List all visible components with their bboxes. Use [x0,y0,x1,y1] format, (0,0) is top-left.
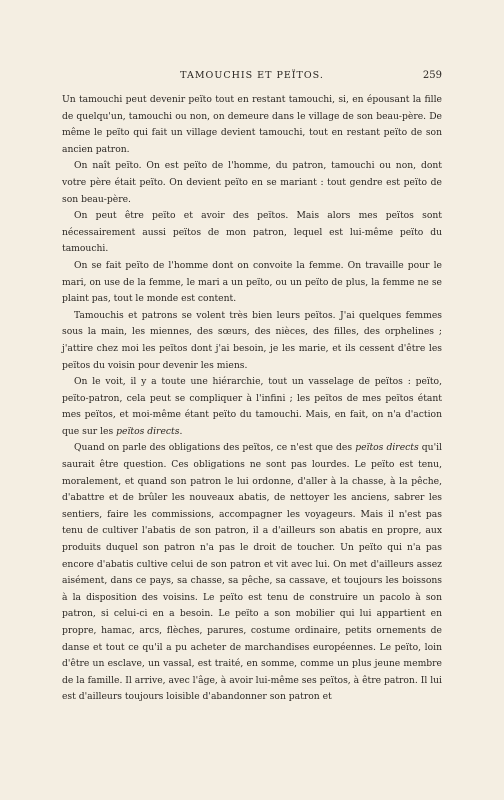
paragraph-4: On se fait peïto de l'homme dont on convoite la femme. On travaille pour le mari, on use de la femme, le mari a un peïto, ou un peïto de plus, la femme ne se plaint pas, tout le monde est content. [62,259,442,305]
page-number: 259 [422,70,442,81]
paragraph-6-end: . [179,425,183,437]
paragraph-1: Un tamouchi peut devenir peïto tout en restant tamouchi, si, en épousant la fille de quelqu'un, tamouchi ou non, on demeure dans le village de son beau-père. De même le peïto qui fait un village devient tamouchi, tout en restant peïto de son ancien patron. [62,94,442,155]
paragraph-2: On naît peïto. On est peïto de l'homme, du patron, tamouchi ou non, dont votre père était peïto. On devient peïto en se mariant : tout gendre est peïto de son beau-père. [62,160,442,205]
paragraph-7-rest: qu'il saurait être question. Ces obligations ne sont pas lourdes. Le peïto est tenu, moralement, et quand son patron le lui ordonne, d'aller à la chasse, à la pêche, d'abattre et de brûler les nouveaux abatis, de nettoyer les anciens, sabrer les sentiers, faire les commissions, accompagner les voyageurs. Mais il n'est pas tenu de cultiver l'abatis de son patron, il a d'ailleurs son abatis en propre, aux produits duquel son patron n'a pas le droit de toucher. Un peïto qui n'a pas encore d'abatis cultive celui de son patron et vit avec lui. On met d'ailleurs assez aisément, dans ce pays, sa chasse, sa pêche, sa cassave, et toujours les boissons à la disposition des voisins. Le peïto est tenu de construire un pacolo à son patron, si celui-ci en a besoin. Le peïto a son mobilier qui lui appartient en propre, hamac, arcs, flèches, parures, costume ordinaire, petits ornements de danse et tout ce qu'il a pu acheter de marchandises européennes. Le peïto, loin d'être un esclave, un vassal, est traité, en somme, comme un plus jeune membre de la famille. Il arrive, avec l'âge, à avoir lui-même ses peïtos, à être patron. Il lui est d'ailleurs toujours loisible d'abandonner son patron et [62,442,442,703]
running-title: TAMOUCHIS ET PEÏTOS. [180,70,324,81]
paragraph-6-italic: peïtos directs [116,425,180,437]
paragraph-6-text: On le voit, il y a toute une hiérarchie, tout un vasselage de peïtos : peïto, peïto-patron, cela peut se compliquer à l'infini ; les peïtos de mes peïtos étant mes peïtos, et moi-même étant peïto du tamouchi. Mais, en fait, on n'a d'action que sur les [62,376,442,437]
paragraph-5: Tamouchis et patrons se volent très bien leurs peïtos. J'ai quelques femmes sous la main, les miennes, des sœurs, des nièces, des filles, des orphelines ; j'attire chez moi les peïtos dont j'ai besoin, je les marie, et ils cessent d'être les peïtos du voisin pour devenir les miens. [62,309,442,371]
paragraph-7-text: Quand on parle des obligations des peïtos, ce n'est que des [74,442,356,454]
paragraph-7 [62,440,442,706]
paragraph-3: On peut être peïto et avoir des peïtos. Mais alors mes peïtos sont nécessairement aussi peïtos de mon patron, lequel est lui-même peïto du tamouchi. [62,210,442,255]
paragraph-7-italic: peïtos directs [355,442,419,454]
body-text [62,92,442,706]
paragraph-6 [62,374,442,440]
